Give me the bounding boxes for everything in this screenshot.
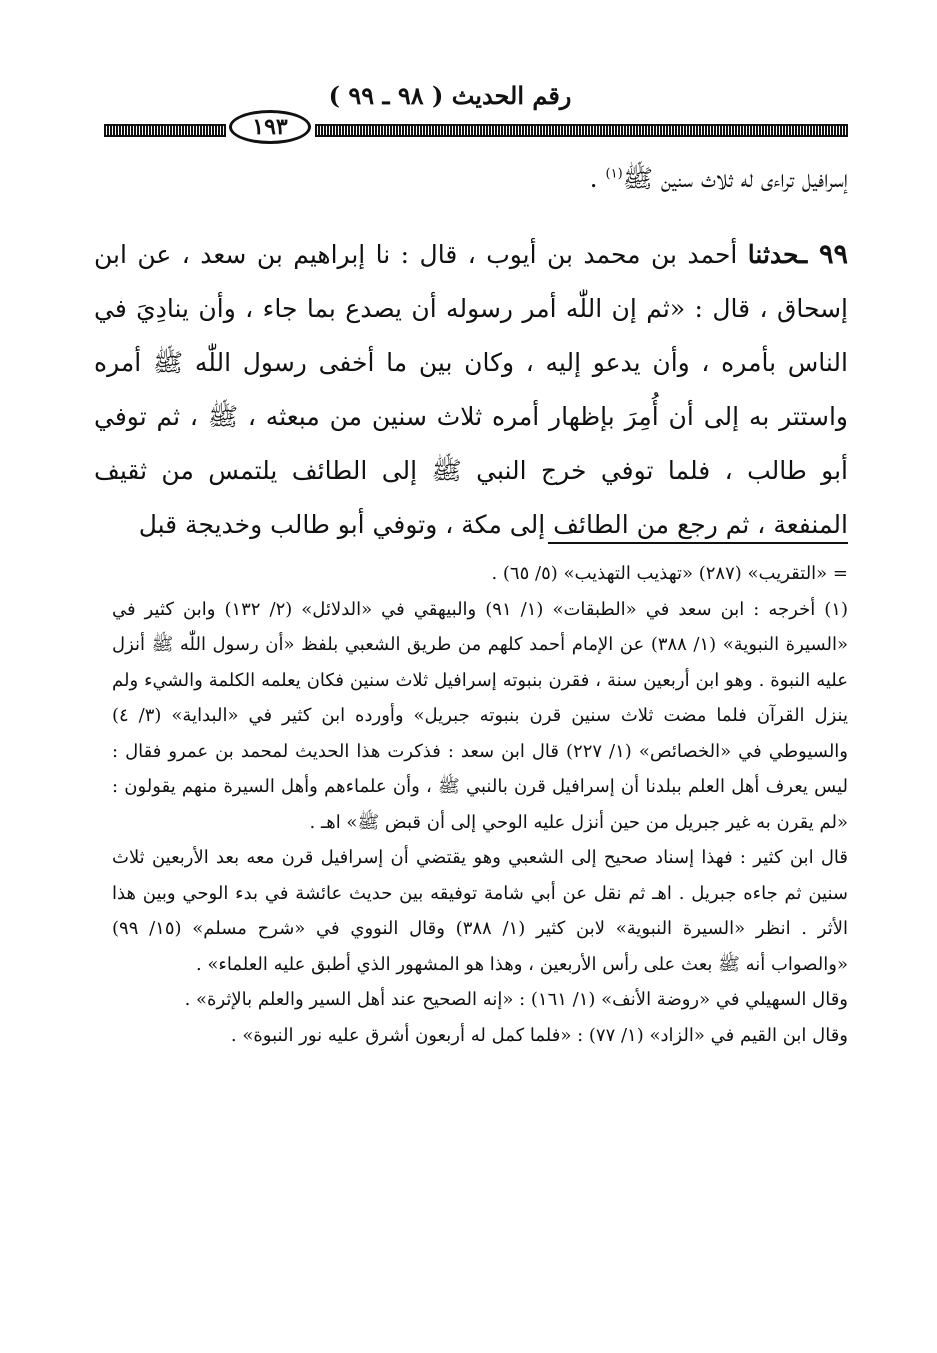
continuation-paragraph — [94, 152, 848, 206]
footnote-continued: = «التقريب» (٢٨٧) «تهذيب التهذيب» (٥/ ٦٥) . — [491, 563, 848, 584]
footnote-1-paragraph-3: وقال السهيلي في «روضة الأنف» (١/ ١٦١) : «إنه الصحيح عند أهل السير والعلم بالإثرة» . — [184, 989, 848, 1010]
header-ornament-rule-right — [315, 124, 848, 137]
continuation-text: إسرافيل تراءى له ثلاث سنين ﷺ — [622, 164, 848, 193]
hadith-number: ٩٩ ـ — [799, 239, 848, 270]
running-title: رقم الحديث ( ٩٨ ـ ٩٩ ) — [328, 81, 572, 110]
footnotes — [112, 556, 848, 1053]
page-number: ١٩٣ — [229, 110, 311, 144]
footnote-separator — [548, 542, 848, 544]
header-ornament-rule-left — [104, 124, 226, 137]
continuation-end: . — [589, 164, 606, 193]
footnote-reference: (١) — [605, 166, 623, 182]
hadith-text: أحمد بن محمد بن أيوب ، قال : نا إبراهيم بن سعد ، عن ابن إسحاق ، قال : «ثم إن اللّٰه أمر رسوله أن يصدع بما جاء ، وأن ينادِيَ في الناس بأمره ، وأن يدعو إليه ، وكان بين ما أخفى رسول اللّٰه ﷺ أمره واستتر به إلى أن أُمِرَ بإظهار أمره ثلاث سنين من مبعثه ، ﷺ ، ثم توفي أبو طالب ، فلما توفي خرج النبي ﷺ إلى الطائف يلتمس من ثقيف المنفعة ، ثم رجع من الطائف إلى مكة ، وتوفي أبو طالب وخديجة قبل — [94, 240, 848, 539]
footnote-1-paragraph-1: (١) أخرجه : ابن سعد في «الطبقات» (١/ ٩١) والبيهقي في «الدلائل» (٢/ ١٣٢) وابن كثير في «السيرة النبوية» (١/ ٣٨٨) عن الإمام أحمد كلهم من طريق الشعبي بلفظ «أن رسول اللّٰه ﷺ أنزل عليه النبوة . وهو ابن أربعين سنة ، فقرن بنبوته إسرافيل ثلاث سنين فكان يعلمه الكلمة والشيء ولم ينزل القرآن فلما مضت ثلاث سنين قرن بنبوته جبريل» وأورده ابن كثير في «البداية» (٣/ ٤) والسيوطي في «الخصائص» (١/ ٢٢٧) قال ابن سعد : فذكرت هذا الحديث لمحمد بن عمرو فقال : ليس يعرف أهل العلم ببلدنا أن إسرافيل قرن بالنبي ﷺ ، وأن علماءهم وأهل السيرة منهم يقولون : «لم يقرن به غير جبريل من حين أنزل عليه الوحي إلى أن قبض ﷺ» اهـ . — [112, 598, 849, 833]
footnote-1-paragraph-4: وقال ابن القيم في «الزاد» (١/ ٧٧) : «فلما كمل له أربعون أشرق عليه نور النبوة» . — [230, 1024, 848, 1046]
hadith-opening: حدثنا — [747, 240, 800, 269]
hadith-paragraph — [94, 228, 848, 552]
footnote-1-paragraph-2: قال ابن كثير : فهذا إسناد صحيح إلى الشعبي وهو يقتضي أن إسرافيل قرن معه بعد الأربعين ثلاث سنين ثم جاءه جبريل . اهـ ثم نقل عن أبي شامة توفيقه بين حديث عائشة في بدء الوحي وبين هذا الأثر . انظر «السيرة النبوية» لابن كثير (١/ ٣٨٨) وقال النووي في «شرح مسلم» (١٥/ ٩٩) «والصواب أنه ﷺ بعث على رأس الأربعين ، وهذا هو المشهور الذي أطبق عليه العلماء» . — [112, 847, 848, 975]
main-text — [94, 152, 848, 552]
